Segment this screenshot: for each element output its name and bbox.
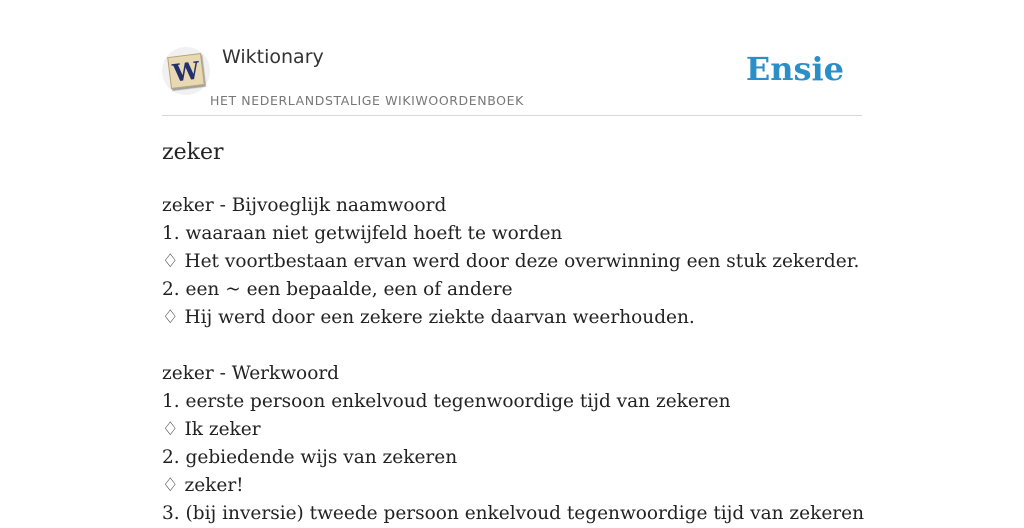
site-name-link[interactable]: Wiktionary [222, 46, 324, 68]
page-container [162, 0, 864, 524]
entry-heading: zeker - Bijvoeglijk naamwoord [162, 195, 447, 216]
example-line: ♢ Ik zeker [162, 419, 261, 440]
site-tagline: HET NEDERLANDSTALIGE WIKIWOORDENBOEK [210, 93, 524, 108]
definition-line: 2. een ~ een bepaalde, een of andere [162, 279, 513, 300]
site-header [162, 0, 862, 116]
definition-line: 3. (bij inversie) tweede persoon enkelvoud tegenwoordige tijd van zekeren [162, 503, 864, 524]
example-line: ♢ Het voortbestaan ervan werd door deze overwinning een stuk zekerder. [162, 251, 860, 272]
entry-spacer [162, 332, 922, 360]
definition-line: 1. waaraan niet getwijfeld hoeft te worden [162, 223, 563, 244]
definition-line: 1. eerste persoon enkelvoud tegenwoordige tijd van zekeren [162, 391, 731, 412]
word-title: zeker [162, 140, 224, 165]
definition-line: 2. gebiedende wijs van zekeren [162, 447, 458, 468]
example-line: ♢ Hij werd door een zekere ziekte daarvan weerhouden. [162, 307, 695, 328]
example-line: ♢ zeker! [162, 475, 244, 496]
ensie-brand-link[interactable]: Ensie [745, 50, 844, 88]
definition-entries [162, 192, 922, 528]
wiktionary-logo-icon[interactable] [162, 47, 210, 95]
entry-heading: zeker - Werkwoord [162, 363, 340, 384]
logo-tile: W [167, 53, 205, 89]
